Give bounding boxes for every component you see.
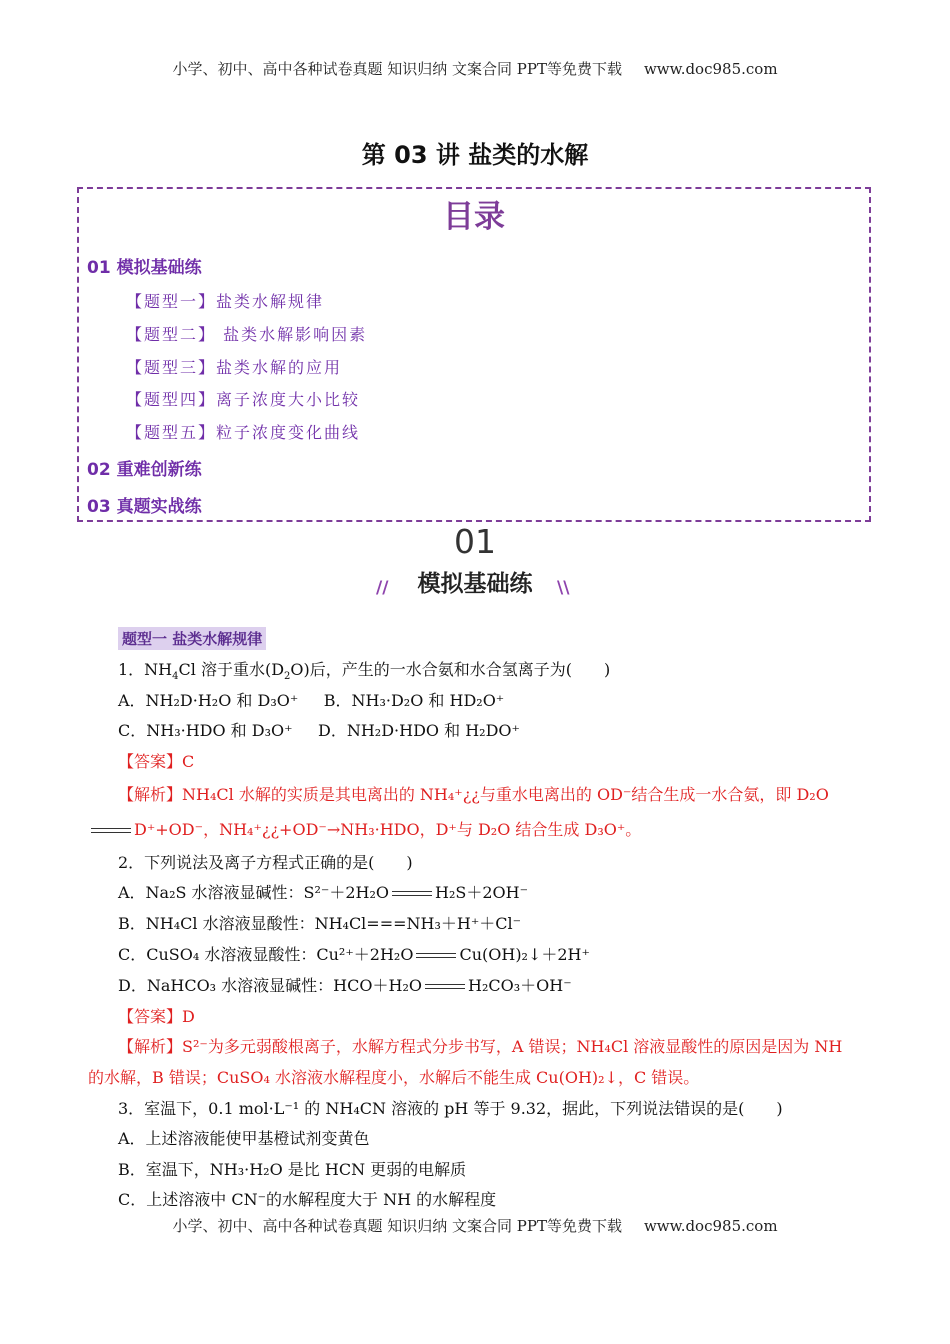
- toc-title: 目录: [443, 199, 505, 235]
- q3-stem: 3．室温下，0.1 mol·L⁻¹ 的 NH₄CN 溶液的 pH 等于 9.32，据此，下列说法错误的是( ): [118, 1099, 783, 1118]
- section-number: 01: [454, 522, 496, 561]
- toc-section-3[interactable]: 03 真题实战练: [87, 497, 202, 517]
- q1-options-cd: [118, 718, 520, 741]
- footer-site[interactable]: www.doc985.com: [643, 1217, 778, 1235]
- q2-option-d[interactable]: D．NaHCO₃ 水溶液显碱性：HCO＋H₂O H₂CO₃＋OH⁻: [118, 976, 572, 995]
- right-slash-decoration: \\: [557, 578, 570, 598]
- q1-options-ab: [118, 688, 504, 711]
- q3-option-c[interactable]: C．上述溶液中 CN⁻的水解程度大于 NH 的水解程度: [118, 1190, 497, 1209]
- q1-stem: 1．$NH_4Cl$ 溶于重水$(D_2O)$后，产生的一水合氨和水合氢离子为( ): [118, 660, 611, 683]
- toc-item-1[interactable]: 【题型一】盐类水解规律: [126, 292, 325, 311]
- q1-option-c[interactable]: C．NH₃·HDO 和 D₃O⁺: [118, 721, 293, 740]
- toc-section-2[interactable]: 02 重难创新练: [87, 460, 202, 480]
- equilibrium-arrow-icon: [416, 951, 456, 961]
- page-title: 第 03 讲 盐类的水解: [361, 141, 589, 169]
- toc-section-1[interactable]: 01 模拟基础练: [87, 258, 202, 278]
- section-title: 模拟基础练: [412, 565, 539, 598]
- q1-answer: 【答案】C: [118, 752, 195, 771]
- toc-item-3[interactable]: 【题型三】盐类水解的应用: [126, 358, 343, 377]
- table-of-contents: [77, 187, 871, 522]
- question-type-tag: 题型一 盐类水解规律: [118, 627, 266, 650]
- q1-option-b[interactable]: B．NH₃·D₂O 和 HD₂O⁺: [323, 691, 505, 710]
- q2-answer: 【答案】D: [118, 1007, 195, 1026]
- header-site[interactable]: www.doc985.com: [643, 60, 778, 78]
- left-slash-decoration: //: [376, 578, 389, 598]
- equilibrium-arrow-icon: [91, 826, 131, 836]
- q2-stem: 2．下列说法及离子方程式正确的是( ): [118, 853, 413, 872]
- header-text: 小学、初中、高中各种试卷真题 知识归纳 文案合同 PPT等免费下载: [172, 60, 622, 78]
- toc-item-2[interactable]: 【题型二】 盐类水解影响因素: [126, 325, 368, 344]
- equilibrium-arrow-icon: [392, 889, 432, 899]
- section-banner-number: [0, 522, 950, 561]
- q3-option-b[interactable]: B．室温下，NH₃·H₂O 是比 HCN 更弱的电解质: [118, 1160, 467, 1179]
- section-banner-title: [0, 565, 950, 598]
- q2-analysis-line-1: 【解析】S²⁻为多元弱酸根离子，水解方程式分步书写，A 错误；NH₄Cl 溶液显酸性的原因是因为 NH: [118, 1037, 843, 1056]
- q1-analysis-line-2: D⁺+OD⁻，NH₄⁺¿¿+OD⁻→NH₃·HDO，D⁺与 D₂O 结合生成 D₃O⁺。: [88, 817, 641, 840]
- q1-analysis-line-1: 【解析】NH₄Cl 水解的实质是其电离出的 NH₄⁺¿¿与重水电离出的 OD⁻结合生成一水合氨，即 D₂O: [118, 785, 829, 804]
- q1-option-a[interactable]: A．NH₂D·H₂O 和 D₃O⁺: [118, 691, 299, 710]
- toc-item-4[interactable]: 【题型四】离子浓度大小比较: [126, 390, 361, 409]
- footer-text: 小学、初中、高中各种试卷真题 知识归纳 文案合同 PPT等免费下载: [172, 1217, 622, 1235]
- q2-analysis-line-2: 的水解，B 错误；CuSO₄ 水溶液水解程度小，水解后不能生成 Cu(OH)₂↓，C 错误。: [88, 1068, 700, 1087]
- page-footer: [0, 1215, 950, 1236]
- q2-option-a[interactable]: A．Na₂S 水溶液显碱性：S²⁻＋2H₂O H₂S＋2OH⁻: [118, 883, 529, 902]
- q1-option-d[interactable]: D．NH₂D·HDO 和 H₂DO⁺: [318, 721, 520, 740]
- q2-option-b[interactable]: B．NH₄Cl 水溶液显酸性：NH₄Cl===NH₃＋H⁺＋Cl⁻: [118, 914, 522, 933]
- q3-option-a[interactable]: A．上述溶液能使甲基橙试剂变黄色: [118, 1129, 370, 1148]
- q2-option-c[interactable]: C．CuSO₄ 水溶液显酸性：Cu²⁺＋2H₂O Cu(OH)₂↓＋2H⁺: [118, 945, 590, 964]
- equilibrium-arrow-icon: [425, 982, 465, 992]
- page-header: [0, 58, 950, 79]
- toc-item-5[interactable]: 【题型五】粒子浓度变化曲线: [126, 423, 361, 442]
